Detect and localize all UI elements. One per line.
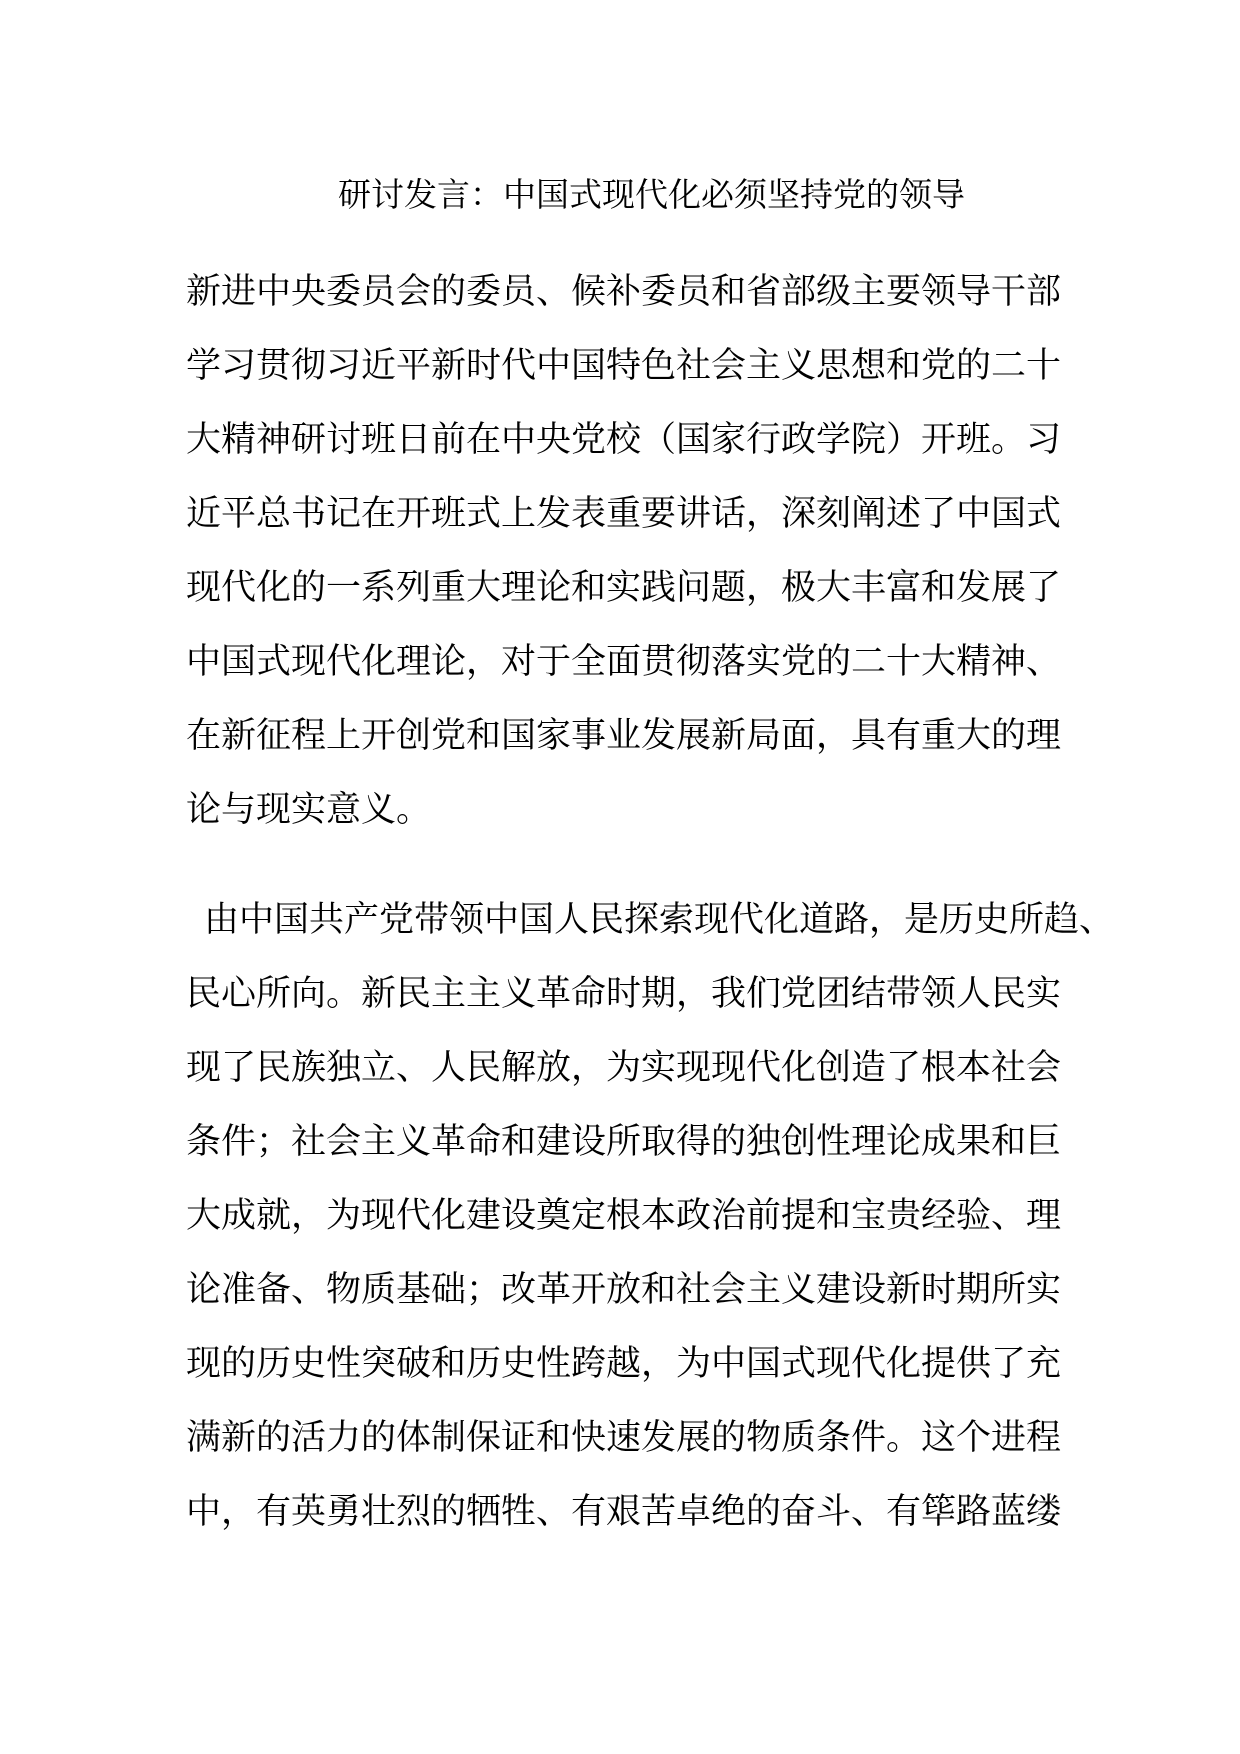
paragraph-line: 中国式现代化理论，对于全面贯彻落实党的二十大精神、 — [186, 642, 1062, 682]
paragraph-2 — [186, 883, 1226, 1549]
paragraph-line: 民心所向。新民主主义革命时期，我们党团结带领人民实 — [186, 974, 1062, 1014]
paragraph-line: 在新征程上开创党和国家事业发展新局面，具有重大的理 — [186, 716, 1062, 756]
paragraph-line: 新进中央委员会的委员、候补委员和省部级主要领导干部 — [186, 272, 1062, 312]
paragraph-line: 论与现实意义。 — [186, 790, 432, 830]
paragraph-line: 中，有英勇壮烈的牺牲、有艰苦卓绝的奋斗、有筚路蓝缕 — [186, 1492, 1062, 1532]
paragraph-line: 满新的活力的体制保证和快速发展的物质条件。这个进程 — [186, 1418, 1062, 1458]
document-title: 研讨发言：中国式现代化必须坚持党的领导 — [338, 175, 965, 214]
paragraph-1 — [186, 255, 1226, 847]
paragraph-line: 由中国共产党带领中国人民探索现代化道路，是历史所趋、 — [204, 900, 1115, 940]
paragraph-line: 大精神研讨班日前在中央党校（国家行政学院）开班。习 — [186, 420, 1062, 460]
paragraph-line: 现的历史性突破和历史性跨越，为中国式现代化提供了充 — [186, 1344, 1062, 1384]
paragraph-line: 大成就，为现代化建设奠定根本政治前提和宝贵经验、理 — [186, 1196, 1062, 1236]
paragraph-line: 现代化的一系列重大理论和实践问题，极大丰富和发展了 — [186, 568, 1062, 608]
paragraph-line: 论准备、物质基础；改革开放和社会主义建设新时期所实 — [186, 1270, 1062, 1310]
paragraph-line: 近平总书记在开班式上发表重要讲话，深刻阐述了中国式 — [186, 494, 1062, 534]
paragraph-line: 学习贯彻习近平新时代中国特色社会主义思想和党的二十 — [186, 346, 1062, 386]
paragraph-line: 条件；社会主义革命和建设所取得的独创性理论成果和巨 — [186, 1122, 1062, 1162]
paragraph-line: 现了民族独立、人民解放，为实现现代化创造了根本社会 — [186, 1048, 1062, 1088]
